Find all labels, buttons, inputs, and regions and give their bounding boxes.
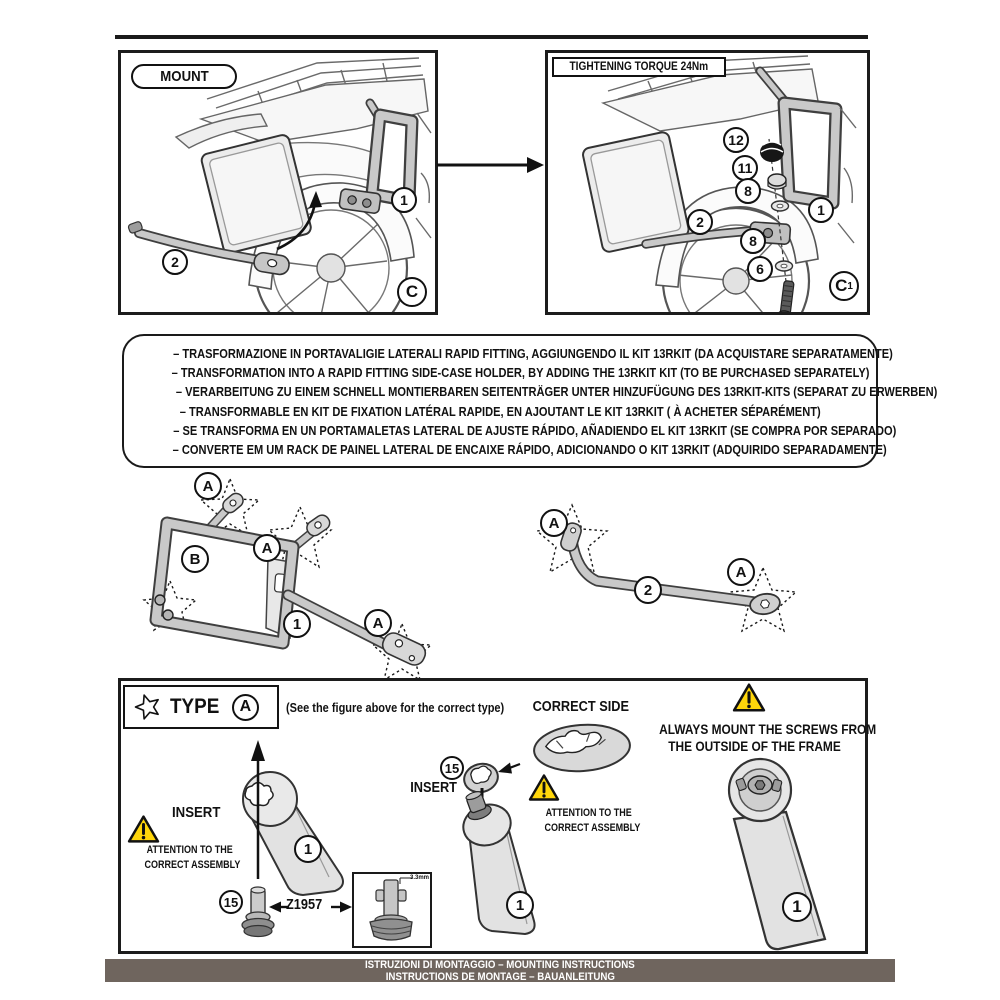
- callout-insert-15-mid: 15: [440, 756, 464, 780]
- part-code-label: Z1957: [286, 897, 323, 913]
- note-line-fr: – TRANSFORMABLE EN KIT DE FIXATION LATÉRAL RAPIDE, EN AJOUTANT LE KIT 13RKIT ( À ACHETER SÉPARÉMENT): [179, 404, 821, 419]
- callout-washer-8-top: 8: [735, 178, 761, 204]
- callout-tab-top-a: A: [194, 472, 222, 500]
- view-label-c: C: [397, 277, 427, 307]
- view-label-c1: C 1: [829, 271, 859, 301]
- callout-frame-1: 1: [808, 197, 834, 223]
- top-rule: [115, 35, 868, 39]
- callout-insert-15-left: 15: [219, 890, 243, 914]
- mount-badge-label: MOUNT: [159, 68, 209, 85]
- callout-screw-6: 6: [747, 256, 773, 282]
- side-case-plate: [582, 131, 690, 253]
- insert-detail-illustration: [354, 874, 430, 946]
- insert-detail-box: [352, 872, 432, 948]
- callout-bar-end-right-a: A: [727, 558, 755, 586]
- callout-side-b: B: [181, 545, 209, 573]
- note-line-es: – SE TRANSFORMA EN UN PORTAMALETAS LATERAL DE AJUSTE RÁPIDO, AÑADIENDO EL KIT 13RKIT (SE COMPRA POR SEPARADO): [173, 423, 897, 438]
- panel-link-arrow: [437, 153, 545, 177]
- type-letter-circle: A: [232, 694, 259, 721]
- type-hint: (See the figure above for the correct type): [286, 701, 505, 715]
- mount-panel: [118, 50, 438, 315]
- frame-part-illustration: [120, 468, 470, 680]
- callout-washer-8-bottom: 8: [740, 228, 766, 254]
- washer-part-8-top: [772, 201, 789, 211]
- star-icon: [133, 692, 163, 722]
- warning-triangle-icon: [732, 682, 766, 713]
- torque-badge: [552, 57, 726, 77]
- callout-nut-11: 11: [732, 155, 758, 181]
- footer-bar: [105, 959, 895, 982]
- callout-bar-2: 2: [687, 209, 713, 235]
- insert-screw-left: [242, 887, 274, 937]
- correct-side-plate: [533, 722, 632, 775]
- footer-line-2: INSTRUCTIONS DE MONTAGE – BAUANLEITUNG: [385, 970, 615, 982]
- attention-note-mid: ATTENTION TO THE CORRECT ASSEMBLY: [544, 807, 641, 834]
- correct-side-label: CORRECT SIDE: [532, 699, 629, 715]
- notes-box: [122, 334, 938, 468]
- insert-label-mid: INSERT: [410, 780, 457, 796]
- type-a-box: [123, 685, 279, 729]
- torque-panel: [545, 50, 870, 315]
- footer-line-1: ISTRUZIONI DI MONTAGGIO – MOUNTING INSTRUCTIONS: [365, 959, 635, 971]
- callout-arm-1-left: 1: [294, 835, 322, 863]
- torque-badge-label: TIGHTENING TORQUE 24Nm: [569, 61, 709, 73]
- up-arrow: [251, 740, 265, 761]
- always-mount-note: ALWAYS MOUNT THE SCREWS FROM THE OUTSIDE OF THE FRAME: [659, 721, 877, 754]
- callout-tab-bottom-a: A: [364, 609, 392, 637]
- washer-part-8-bottom: [776, 261, 793, 271]
- callout-bar-end-left-a: A: [540, 509, 568, 537]
- insert-label-left: INSERT: [172, 804, 221, 821]
- arm-left: [243, 740, 343, 895]
- callout-arm-1-mid: 1: [506, 891, 534, 919]
- mount-badge: [131, 64, 237, 89]
- note-line-en: – TRANSFORMATION INTO A RAPID FITTING SIDE-CASE HOLDER, BY ADDING THE 13RKIT KIT (TO BE PURCHASED SEPARATELY): [171, 366, 870, 381]
- arm-right: [729, 759, 825, 949]
- dimension-label: 3.3mm: [409, 875, 429, 881]
- callout-bar-2: 2: [634, 576, 662, 604]
- type-word: TYPE: [170, 695, 220, 718]
- callout-frame-1: 1: [391, 187, 417, 213]
- warning-triangle-icon: [528, 773, 560, 802]
- plate-to-insert-arrow: [498, 763, 520, 774]
- callout-tab-right-a: A: [253, 534, 281, 562]
- callout-arm-1-right: 1: [782, 892, 812, 922]
- note-line-pt: – CONVERTE EM UM RACK DE PAINEL LATERAL DE ENCAIXE RÁPIDO, ADICIONANDO O KIT 13RKIT (ADQUIRIDO SEPARADAMENTE): [172, 442, 887, 457]
- nut-part-11: [768, 174, 786, 189]
- callout-frame-1: 1: [283, 610, 311, 638]
- callout-bar-2: 2: [162, 249, 188, 275]
- note-line-de: – VERARBEITUNG ZU EINEM SCHNELL MONTIERBAREN SEITENTRÄGER UNTER HINZUFÜGUNG DES 13RKIT-KITS (SEPARAT ZU ERWERBEN): [175, 385, 938, 400]
- knob-part-12: [760, 142, 784, 162]
- attention-note-left: ATTENTION TO THE CORRECT ASSEMBLY: [144, 844, 241, 871]
- callout-knob-12: 12: [723, 127, 749, 153]
- bar-part-illustration: [500, 478, 840, 662]
- note-line-it: – TRASFORMAZIONE IN PORTAVALIGIE LATERALI RAPID FITTING, AGGIUNGENDO IL KIT 13RKIT (DA ACQUISTARE SEPARATAMENTE): [173, 347, 893, 361]
- warning-triangle-icon: [127, 814, 160, 844]
- motorcycle-exploded-illustration: [548, 53, 867, 312]
